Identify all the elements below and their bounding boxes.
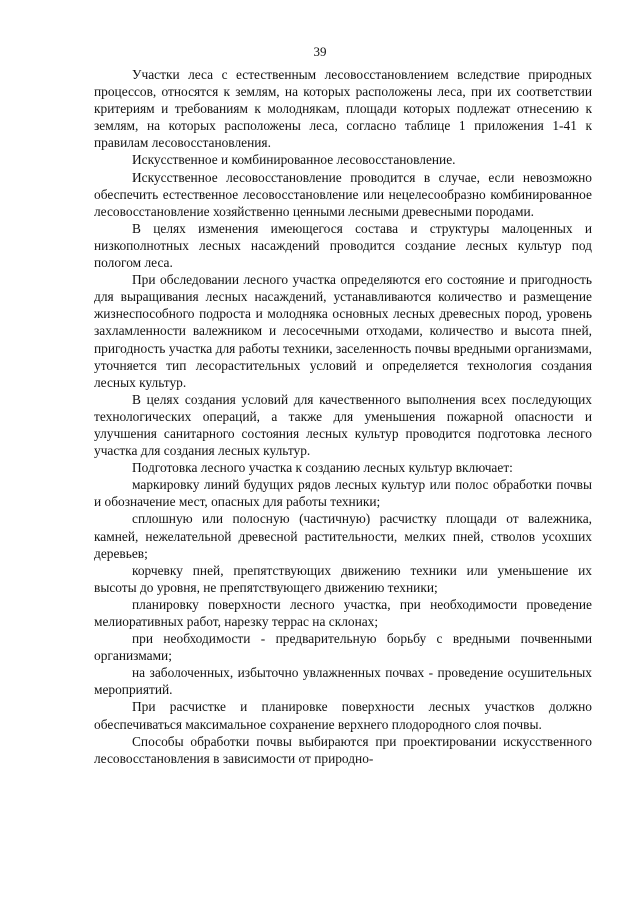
paragraph: Искусственное лесовосстановление проводится в случае, если невозможно обеспечить естественное лесовосстановление или нецелесообразно комбинированное лесовосстановление хозяйственно ценными лесными древесными породами. <box>94 169 592 219</box>
list-item: при необходимости - предварительную борьбу с вредными почвенными организмами; <box>94 631 592 664</box>
paragraph: При обследовании лесного участка определяются его состояние и пригодность для выращивания лесных насаждений, устанавливаются количество и размещение жизнеспособного подроста и молодняка основных лесных древесных пород, уровень захламленности валежником и лесосечными отходами, количество и высота пней, пригодность участка для работы техники, заселенность почвы вредными организмами, уточняется тип лесорастительных условий и определяется технология создания лесных культур. <box>94 272 592 390</box>
list-item: сплошную или полосную (частичную) расчистку площади от валежника, камней, нежелательной древесной растительности, мелких пней, стволов усохших деревьев; <box>94 511 592 561</box>
page-number: 39 <box>313 44 327 59</box>
paragraph: В целях изменения имеющегося состава и структуры малоценных и низкополнотных лесных насаждений проводится создание лесных культур под пологом леса. <box>94 220 592 271</box>
paragraph: В целях создания условий для качественного выполнения всех последующих технологических операций, а также для уменьшения пожарной опасности и улучшения санитарного состояния лесных культур проводится подготовка лесного участка для создания лесных культур. <box>94 391 592 459</box>
document-body <box>94 66 592 767</box>
list-item: планировку поверхности лесного участка, при необходимости проведение мелиоративных работ, нарезку террас на склонах; <box>94 596 592 629</box>
paragraph: Способы обработки почвы выбираются при проектировании искусственного лесовосстановления в зависимости от природно- <box>94 733 592 766</box>
paragraph: Участки леса с естественным лесовосстановлением вследствие природных процессов, относятся к землям, на которых расположены леса, при их соответствии критериям и требованиям к молоднякам, площади которых подлежат отнесению к землям, на которых расположены леса, согласно таблице 1 приложения 1-41 к правилам лесовосстановления. <box>94 67 592 151</box>
list-item: маркировку линий будущих рядов лесных культур или полос обработки почвы и обозначение мест, опасных для работы техники; <box>94 477 592 510</box>
list-item: корчевку пней, препятствующих движению техники или уменьшение их высоты до уровня, не препятствующего движению техники; <box>94 562 592 595</box>
paragraph: Искусственное и комбинированное лесовосстановление. <box>132 152 456 168</box>
paragraph: Подготовка лесного участка к созданию лесных культур включает: <box>132 460 513 476</box>
list-item: на заболоченных, избыточно увлажненных почвах - проведение осушительных мероприятий. <box>94 665 592 698</box>
paragraph: При расчистке и планировке поверхности лесных участков должно обеспечиваться максимальное сохранение верхнего плодородного слоя почвы. <box>94 699 592 732</box>
